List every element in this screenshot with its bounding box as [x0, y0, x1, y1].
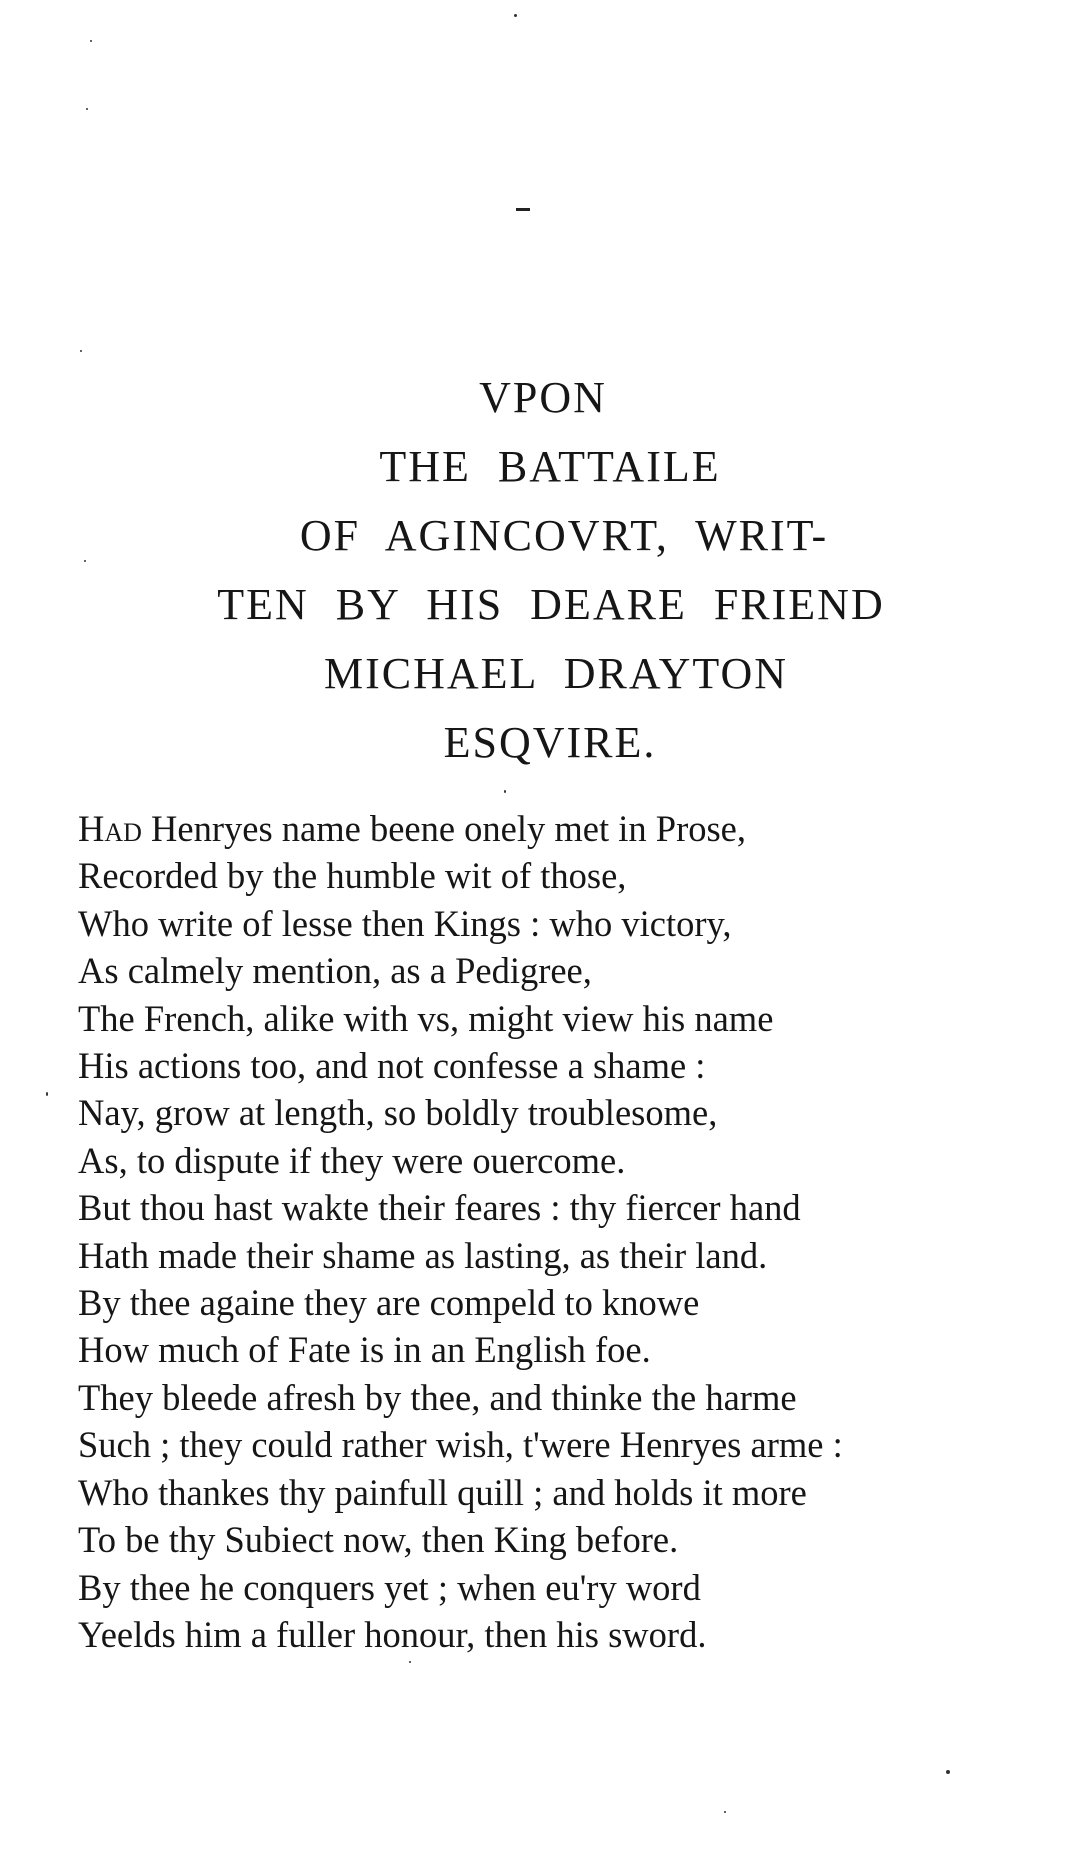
printer-dash-mark — [516, 208, 530, 211]
title-line: MICHAEL DRAYTON — [323, 649, 789, 698]
poem-line: Who thankes thy painfull quill ; and holds it more — [78, 1471, 807, 1513]
scan-speck — [80, 350, 82, 352]
title-line: ESQVIRE. — [443, 718, 657, 767]
poem-line: As calmely mention, as a Pedigree, — [78, 950, 592, 992]
poem-line: Such ; they could rather wish, t'were Henryes arme : — [78, 1424, 843, 1466]
poem-line: Hath made their shame as lasting, as their land. — [78, 1234, 768, 1276]
poem-line: But thou hast wakte their feares : thy fiercer hand — [78, 1187, 801, 1229]
scan-speck — [46, 1092, 48, 1096]
poem-line: How much of Fate is in an English foe. — [78, 1329, 651, 1371]
scan-speck — [514, 14, 517, 17]
scan-speck — [409, 1661, 411, 1663]
scan-speck — [724, 1811, 726, 1813]
scan-speck — [946, 1770, 950, 1774]
poem-title — [0, 363, 1086, 777]
poem-line: As, to dispute if they were ouercome. — [78, 1139, 626, 1181]
scan-speck — [90, 40, 92, 42]
poem-line: By thee he conquers yet ; when eu'ry word — [78, 1566, 701, 1608]
drop-word: Had — [78, 808, 142, 849]
first-line-text: Henryes name beene onely met in Prose, — [141, 808, 747, 849]
poem-line: They bleede afresh by thee, and thinke the harme — [78, 1376, 797, 1418]
poem-line: His actions too, and not confesse a shame : — [78, 1045, 706, 1087]
poem-line: Yeelds him a fuller honour, then his sword. — [78, 1613, 707, 1655]
title-line: OF AGINCOVRT, WRIT- — [299, 511, 829, 560]
poem-line: To be thy Subiect now, then King before. — [78, 1519, 679, 1561]
poem-line: By thee againe they are compeld to knowe — [78, 1282, 700, 1324]
title-line: TEN BY HIS DEARE FRIEND — [217, 580, 885, 629]
poem-line: Recorded by the humble wit of those, — [78, 855, 627, 897]
title-line: VPON — [479, 373, 607, 422]
scan-speck — [504, 790, 506, 793]
poem-line: Nay, grow at length, so boldly troublesome, — [78, 1092, 718, 1134]
poem-line-first — [78, 805, 1018, 852]
title-line: THE BATTAILE — [379, 442, 721, 491]
scan-speck — [86, 108, 88, 110]
poem-body — [78, 805, 1018, 1658]
poem-line: Who write of lesse then Kings : who victory, — [78, 902, 732, 944]
poem-line: The French, alike with vs, might view his name — [78, 997, 774, 1039]
